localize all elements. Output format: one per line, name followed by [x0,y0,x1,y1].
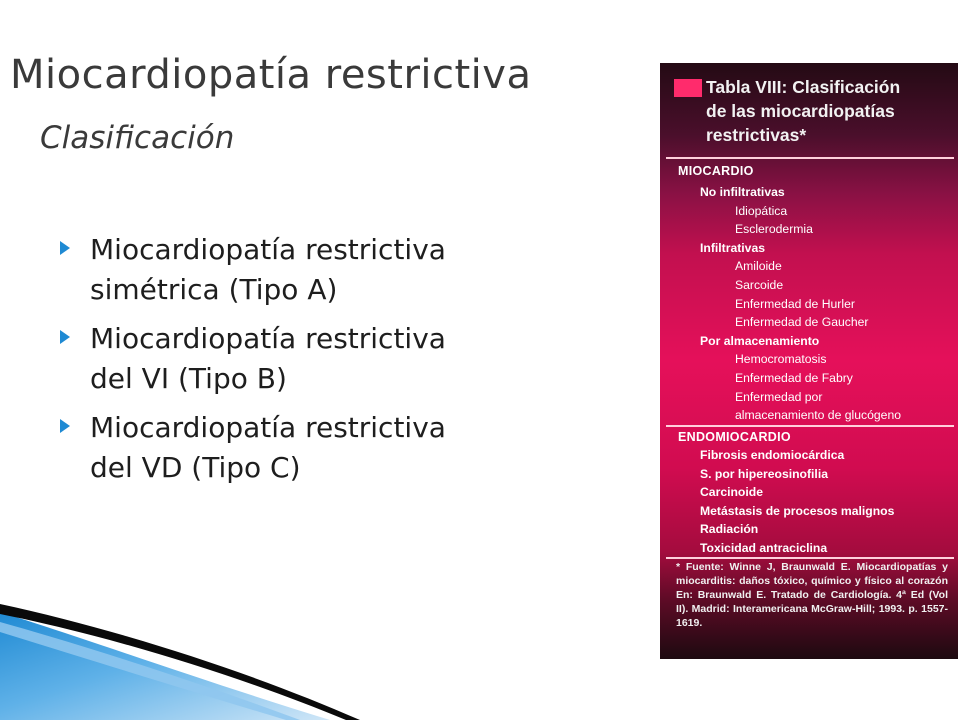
table-item: Metástasis de procesos malignos [700,503,895,518]
triangle-right-icon [60,319,90,399]
triangle-right-icon [60,230,90,310]
table-item: S. por hipereosinofilia [700,466,828,481]
bullet-item [60,230,580,310]
table-item: Idiopática [735,203,788,218]
table-item: Hemocromatosis [735,352,827,367]
table-item: Enfermedad de Hurler [735,296,855,311]
table-item: Enfermedad de Gaucher [735,315,869,330]
table-item: Fibrosis endomiocárdica [700,448,845,462]
divider [666,157,954,159]
table-group-label: Infiltrativas [700,240,766,255]
bullet-item [60,319,580,399]
table-item: Enfermedad por [735,389,823,404]
classification-table-image [660,63,958,659]
divider [666,425,954,427]
bullet-list [60,230,580,497]
table-item: Toxicidad antraciclina [700,540,828,555]
table-item: Radiación [700,522,759,537]
endomiocardio-list [660,446,894,558]
table-item: almacenamiento de glucógeno [735,408,902,423]
table-item: Sarcoide [735,277,784,292]
section-heading-endomiocardio: ENDOMIOCARDIO [678,430,791,444]
bullet-text: Miocardiopatía restrictiva simétrica (Tipo A) [90,233,446,306]
table-header [674,75,954,147]
section-heading-miocardio: MIOCARDIO [678,164,754,178]
bullet-text: Miocardiopatía restrictiva del VI (Tipo B) [90,322,446,395]
triangle-right-icon [60,408,90,488]
slide-subtitle: Clasificación [40,120,235,156]
slide-title: Miocardiopatía restrictiva [10,52,532,98]
square-marker-icon [674,79,702,97]
bullet-text: Miocardiopatía restrictiva del VD (Tipo C) [90,411,446,484]
table-item: Esclerodermia [735,222,813,237]
table-group-label: Por almacenamiento [700,333,820,348]
table-item: Carcinoide [700,485,763,500]
table-item: Amiloide [735,259,782,274]
bullet-item [60,408,580,488]
divider [666,557,954,559]
table-item: Enfermedad de Fabry [735,370,853,385]
table-title: Tabla VIII: Clasificación de las miocardiopatías restrictivas* [706,77,901,145]
table-group-label: No infiltrativas [700,185,785,199]
miocardio-list [660,183,901,425]
table-footnote: * Fuente: Winne J, Braunwald E. Miocardiopatías y miocarditis: daños tóxico, químico y físico al corazón En: Braunwald E. Tratado de Cardiología. 4ª Ed (Vol II). Madrid: Interamericana McGraw-Hill; 1993. p. 1557-1619. [676,561,948,629]
